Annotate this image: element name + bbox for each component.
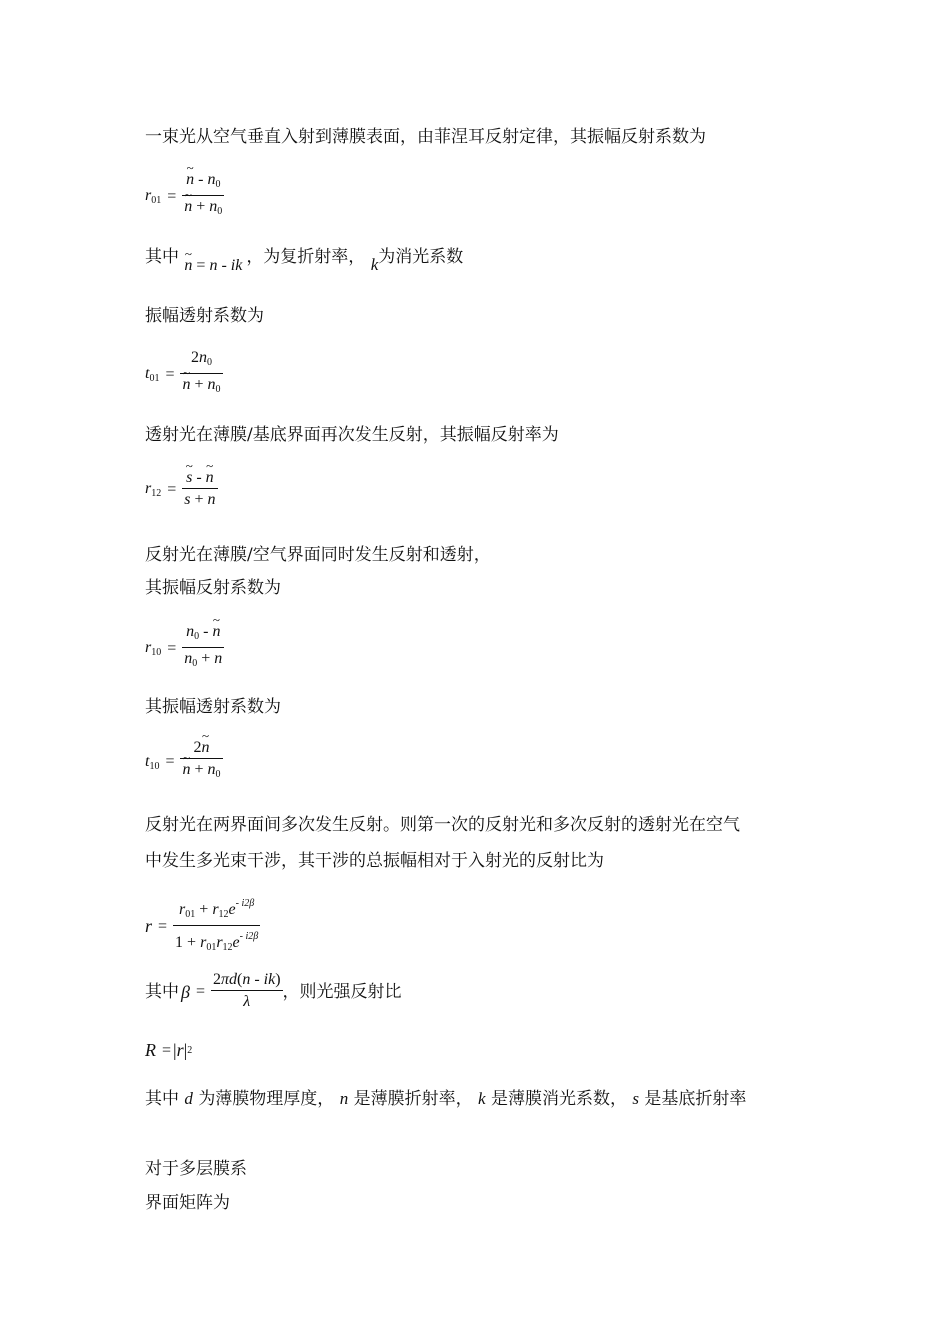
equation-r12: $r_{12}$ = ~ $\frac{s - \sim n}{s + n}$ [145, 468, 218, 511]
equation-beta: β = $\frac{2\pi d(n - ik)}{\lambda}$ [181, 971, 281, 1010]
complex-index-suffix: 为消光系数 [378, 247, 464, 267]
complex-index-mid: ，为复折射率， [246, 247, 366, 267]
substrate-reflection-text: 透射光在薄膜/基底界面再次发生反射，其振幅反射率为 [145, 425, 559, 445]
var-s: s [632, 1089, 640, 1108]
film-air-transmission-heading: 其振幅透射系数为 [145, 697, 281, 717]
var-n-desc: 是薄膜折射率， [353, 1089, 473, 1109]
multilayer-heading: 对于多层膜系 [145, 1159, 247, 1179]
equation-r01: $r_{01}$ = ~ n - $n_0$ ~ $n + n_0$ [145, 170, 224, 223]
beta-prefix: 其中 [145, 981, 179, 1002]
interface-matrix-heading: 界面矩阵为 [145, 1193, 230, 1213]
equation-r-total: r = $\frac{r_{01} + r_{12}e^{- i2\beta}}{1 + r_{01}r_{12}e^{- i2\beta}}$ [145, 898, 259, 953]
multi-beam-text-1: 反射光在两界面间多次发生反射。则第一次的反射光和多次反射的透射光在空气 [145, 815, 740, 835]
film-air-reflection-heading: 其振幅反射系数为 [145, 578, 281, 598]
transmission-heading: 振幅透射系数为 [145, 306, 264, 326]
equation-t01: $t_{01}$ = $2n_0$ ~ $n + n_0$ [145, 348, 223, 401]
beta-suffix: ，则光强反射比 [282, 981, 402, 1002]
equation-t10: $t_{10}$ = 2~ n ~ $n + n_0$ [145, 738, 223, 786]
beta-line [145, 970, 402, 1013]
var-k-desc: 是薄膜消光系数， [490, 1089, 627, 1109]
var-d-desc: 为薄膜物理厚度， [198, 1089, 335, 1109]
multi-beam-text-2: 中发生多光束干涉，其干涉的总振幅相对于入射光的反射比为 [145, 851, 604, 871]
var-d: d [184, 1089, 193, 1108]
equation-r10: $r_{10}$ = $\frac{n_0 - \sim n}{n_0 + n}$ [145, 622, 224, 675]
var-s-desc: 是基底折射率 [644, 1089, 747, 1109]
variables-definition [145, 1088, 746, 1110]
film-air-text: 反射光在薄膜/空气界面同时发生反射和透射， [145, 545, 491, 565]
intro-text: 一束光从空气垂直入射到薄膜表面，由菲涅耳反射定律，其振幅反射系数为 [145, 127, 706, 147]
var-prefix: 其中 [145, 1089, 179, 1109]
var-k: k [478, 1089, 486, 1108]
complex-index-line: 其中 ~ n = n - ik ，为复折射率， k为消光系数 [145, 246, 463, 269]
equation-R: R = | r | 2 [145, 1040, 193, 1060]
complex-index-prefix: 其中 [145, 247, 179, 267]
var-n: n [339, 1089, 349, 1108]
